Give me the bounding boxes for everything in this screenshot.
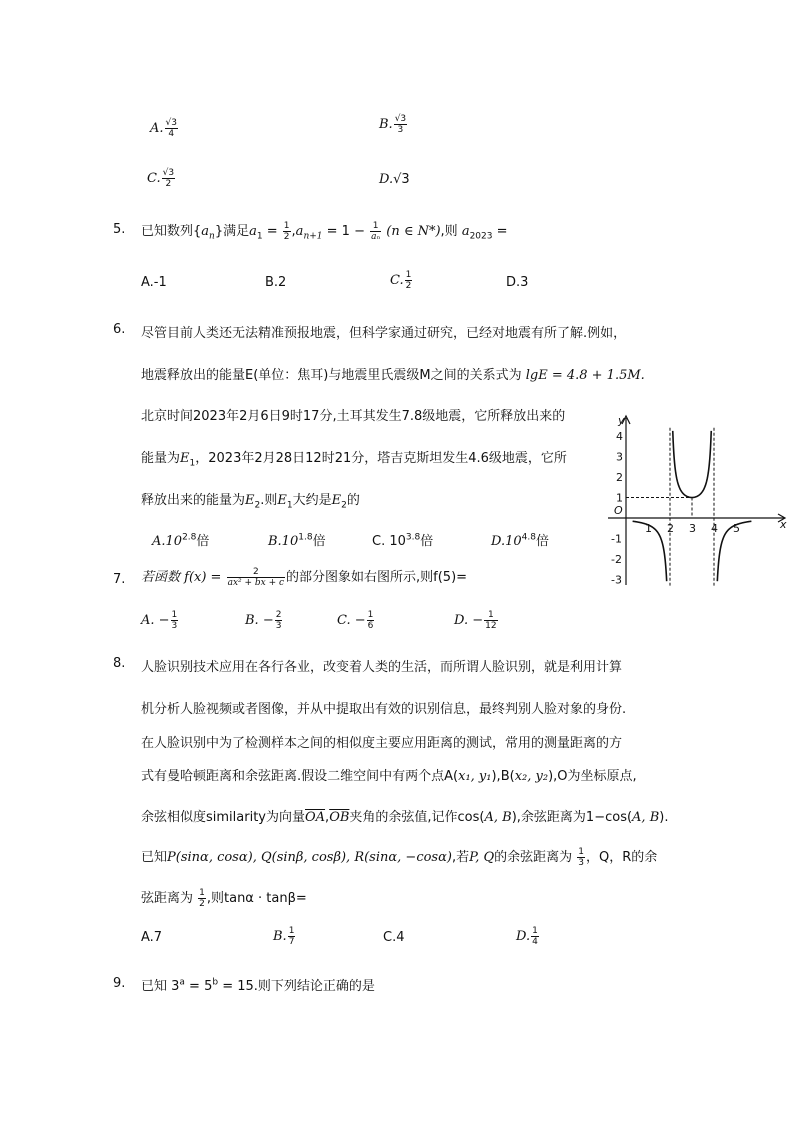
curve-middle-branch: [673, 431, 711, 498]
q7-stem: 若函数 f(x) = $\frac{2}{\text{ax² + bx + c}}$ 的部分图象如右图所示,则f(5)=: [141, 567, 468, 588]
q8-line-5: 余弦相似度similarity为向量$\overline{OA},\overline{OB}$夹角的余弦值,记作cos(A, B),余弦距离为1−cos(A, B).: [141, 810, 669, 825]
x-tick-label: 3: [689, 522, 696, 535]
q6-option-a: $A.10^{2.8}$倍: [152, 532, 210, 549]
x-axis-label: x: [780, 518, 787, 531]
q4-option-a: [150, 118, 179, 139]
origin-label: O: [614, 504, 623, 517]
q6-number: 6.: [113, 322, 126, 337]
q4-option-a-fraction: $\frac{√3}{4}$: [165, 118, 177, 139]
q5-option-c: C. $\frac{1}{2}$: [390, 270, 412, 291]
q7-option-a: A. − $\frac{1}{3}$: [141, 610, 178, 631]
q7-function-fraction: $\frac{2}{\text{ax² + bx + c}}$: [227, 567, 285, 588]
q6-option-d: $D.10^{4.8}$倍: [491, 532, 549, 549]
q6-line-2: 地震释放出的能量E(单位：焦耳)与地震里氏震级M之间的关系式为 lgE = 4.8 + 1.5M.: [141, 368, 645, 383]
q6-option-b: $B.10^{1.8}$倍: [268, 532, 326, 549]
q4-option-b: [379, 114, 408, 135]
q6-line-4: 能量为$E_1$，2023年2月28日12时21分，塔吉克斯坦发生4.6级地震，它所: [141, 451, 567, 469]
q8-line-4: 式有曼哈顿距离和余弦距离.假设二维空间中有两个点A(x₁, y₁),B(x₂, y₂),O为坐标原点,: [141, 769, 637, 784]
q8-line-2: 机分析人脸视频或者图像，并从中提取出有效的识别信息，最终判别人脸对象的身份.: [141, 702, 627, 717]
y-tick-label: -3: [611, 573, 622, 587]
q5-option-b: B.2: [265, 275, 287, 290]
x-tick-label: 1: [645, 522, 652, 535]
q4-option-b-fraction: $\frac{√3}{3}$: [394, 114, 407, 135]
q6-option-c: C. $10^{3.8}$倍: [372, 532, 434, 549]
q7-option-d: D. − $\frac{1}{12}$: [454, 610, 497, 631]
x-tick-label: 2: [667, 522, 674, 535]
y-axis-label: y: [618, 414, 625, 427]
q8-option-d: D. $\frac{1}{4}$: [516, 926, 538, 947]
q8-line-3: 在人脸识别中为了检测样本之间的相似度主要应用距离的测试，常用的测量距离的方: [141, 736, 623, 751]
y-tick-label: 3: [616, 450, 623, 464]
q5-option-a: A.-1: [141, 275, 167, 290]
q4-option-c: [147, 168, 176, 189]
q5-fraction-half: $\frac{1}{2}$: [283, 221, 290, 242]
q5-number: 5.: [113, 222, 126, 237]
q7-option-c: C. − $\frac{1}{6}$: [337, 610, 374, 631]
q4-option-b-label: B.: [379, 117, 393, 132]
q7-number: 7.: [113, 572, 126, 587]
q6-line-1: 尽管目前人类还无法精准预报地震，但科学家通过研究，已经对地震有所了解.例如，: [141, 326, 627, 341]
q4-option-a-label: A.: [150, 121, 164, 136]
q8-line-7: 弦距离为 $\frac{1}{2}$ ,则tanα · tanβ=: [141, 888, 307, 909]
function-graph: [604, 410, 794, 590]
y-tick-label: -1: [611, 532, 622, 546]
q4-option-d: [379, 172, 410, 187]
q8-number: 8.: [113, 656, 126, 671]
q9-stem: 已知 $3^a = 5^b = 15$.则下列结论正确的是: [141, 977, 375, 994]
q4-option-c-label: C.: [147, 171, 161, 186]
q8-line-6: 已知P(sinα, cosα), Q(sinβ, cosβ), R(sinα, −cosα),若P, Q的余弦距离为 $\frac{1}{3}$ ，Q，R的余: [141, 847, 658, 868]
x-tick-label: 5: [733, 522, 740, 535]
q7-option-b: B. − $\frac{2}{3}$: [245, 610, 282, 631]
q4-option-c-fraction: $\frac{√3}{2}$: [162, 168, 175, 189]
y-tick-label: 4: [616, 430, 623, 443]
q6-line-3: 北京时间2023年2月6日9时17分,土耳其发生7.8级地震，它所释放出来的: [141, 409, 566, 424]
q8-option-b: B. $\frac{1}{7}$: [273, 926, 295, 947]
q4-option-d-label: D.: [379, 172, 394, 187]
q5-stem: 已知数列$\{a_n\}$满足$a_1$ = $\frac{1}{2}$ $,a_{n+1} = 1$ − $\frac{1}{\text{aₙ}}$ (n ∈ N*),则 $a_{2023}$ =: [141, 221, 508, 242]
q8-line-1: 人脸识别技术应用在各行各业，改变着人类的生活，而所谓人脸识别，就是利用计算: [141, 660, 623, 675]
q6-line-5: 释放出来的能量为$E_2$.则$E_1$大约是$E_2$的: [141, 493, 360, 511]
y-tick-label: 1: [616, 491, 623, 505]
y-tick-label: 2: [616, 471, 623, 484]
q9-number: 9.: [113, 976, 126, 991]
x-tick-label: 4: [711, 522, 718, 535]
q5-fraction-recip: $\frac{1}{\text{aₙ}}$: [371, 221, 381, 242]
q5-option-d: D.3: [506, 275, 529, 290]
q8-option-a: A.7: [141, 930, 163, 945]
q4-option-d-value: √3: [393, 172, 410, 187]
y-tick-label: -2: [611, 553, 622, 566]
q8-option-c: C.4: [383, 930, 405, 945]
